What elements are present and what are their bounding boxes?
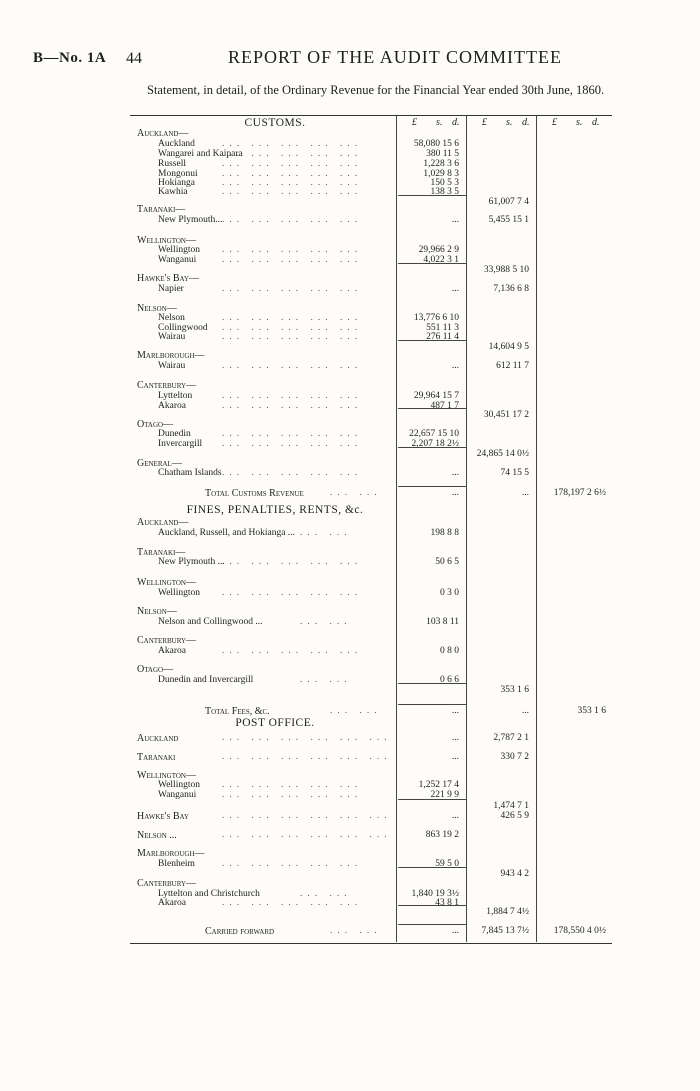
no-amount: ...	[451, 468, 459, 478]
amount-subtotal: 2,787 2 1	[493, 733, 529, 743]
amount-subtotal: 1,474 7 1	[493, 801, 529, 811]
leader-dots: ... ... ... ... ...	[222, 588, 363, 598]
line-item-label: Wanganui	[158, 790, 197, 800]
amount-detail: 863 19 2	[425, 830, 459, 840]
line-item-label: Wellington	[158, 780, 200, 790]
line-item-label: Nelson and Collingwood ...	[158, 617, 263, 627]
amount-detail: 43 8 1	[435, 898, 459, 908]
line-item-label: Chatham Islands	[158, 468, 222, 478]
amount-subtotal: 330 7 2	[500, 752, 529, 762]
leader-dots: ... ... ... ... ...	[222, 255, 363, 265]
amount-detail: 22,657 15 10	[409, 429, 459, 439]
leader-dots: ... ... ... ... ...	[222, 646, 363, 656]
line-item-label: Wellington	[158, 588, 200, 598]
amount-detail: 150 5 3	[430, 178, 459, 188]
header-pence: d.	[522, 117, 530, 128]
leader-dots: ... ... ... ... ...	[222, 284, 363, 294]
line-item-label: Wairau	[158, 361, 186, 371]
section-heading: CUSTOMS.	[244, 117, 306, 129]
page-title: REPORT OF THE AUDIT COMMITTEE	[228, 47, 562, 67]
province-label: Marlborough—	[137, 848, 205, 859]
line-item-label: Hokianga	[158, 178, 195, 188]
leader-dots: ... ...	[300, 617, 352, 627]
leader-dots: ... ... ... ... ...	[222, 401, 363, 411]
province-label: Auckland—	[137, 517, 189, 528]
line-item-label: Akaroa	[158, 401, 186, 411]
province-label: Hawke's Bay	[137, 811, 189, 822]
amount-detail: 1,252 17 4	[418, 780, 459, 790]
amount-detail: 487 1 7	[430, 401, 459, 411]
line-item-label: Invercargill	[158, 439, 203, 449]
province-label: Canterbury—	[137, 635, 197, 646]
subtotal-rule	[398, 683, 466, 684]
subtotal-rule	[398, 263, 466, 264]
amount-detail: 2,207 18 2½	[411, 439, 459, 449]
leader-dots: ... ... ... ... ... ...	[222, 733, 392, 743]
province-label: Taranaki—	[137, 204, 186, 215]
leader-dots: ... ...	[330, 488, 382, 498]
amount-detail: 50 6 5	[435, 557, 459, 567]
section-heading: FINES, PENALTIES, RENTS, &c.	[186, 504, 364, 516]
no-amount: ...	[451, 733, 459, 743]
province-label: Nelson—	[137, 606, 177, 617]
total-label: Carried forward	[205, 926, 275, 937]
leader-dots: ... ... ... ... ...	[222, 159, 363, 169]
leader-dots: ... ... ... ... ...	[222, 361, 363, 371]
line-item-label: Collingwood	[158, 323, 208, 333]
section-heading: POST OFFICE.	[235, 717, 315, 729]
amount-total: 178,197 2 6½	[553, 488, 606, 498]
no-amount: ...	[451, 706, 459, 716]
amount-subtotal: 74 15 5	[500, 468, 529, 478]
leader-dots: ... ...	[300, 889, 352, 899]
line-item-label: Akaroa	[158, 646, 186, 656]
amount-detail: 551 11 3	[426, 323, 459, 333]
line-item-label: Napier	[158, 284, 184, 294]
subtotal-rule	[398, 447, 466, 448]
amount-subtotal: 61,007 7 4	[488, 197, 529, 207]
subtotal-rule	[398, 905, 466, 906]
amount-detail: 29,964 15 7	[413, 391, 459, 401]
amount-detail: 13,776 6 10	[413, 313, 459, 323]
no-amount: ...	[451, 215, 459, 225]
amount-subtotal: 33,988 5 10	[483, 265, 529, 275]
province-label: Wellington—	[137, 770, 196, 781]
header-pounds: £	[412, 117, 417, 128]
line-item-label: Kawhia	[158, 187, 188, 197]
amount-detail: 380 11 5	[426, 149, 459, 159]
leader-dots: ... ... ... ... ...	[222, 780, 363, 790]
amount-detail: 0 6 6	[440, 675, 459, 685]
page-number: 44	[126, 50, 142, 67]
amount-total: 178,550 4 0½	[553, 926, 606, 936]
leader-dots: ... ...	[330, 926, 382, 936]
province-label: Wellington—	[137, 577, 196, 588]
no-amount: ...	[521, 706, 529, 716]
line-item-label: Auckland	[158, 139, 195, 149]
subtotal-rule	[398, 867, 466, 868]
line-item-label: Lyttelton	[158, 391, 193, 401]
amount-subtotal: 14,604 9 5	[488, 342, 529, 352]
no-amount: ...	[521, 488, 529, 498]
leader-dots: ... ... ... ... ... ...	[222, 830, 392, 840]
leader-dots: ... ...	[300, 528, 352, 538]
line-item-label: Russell	[158, 159, 186, 169]
amount-detail: 1,228 3 6	[423, 159, 459, 169]
province-label: General—	[137, 458, 182, 469]
no-amount: ...	[451, 926, 459, 936]
amount-subtotal: 612 11 7	[496, 361, 529, 371]
no-amount: ...	[451, 752, 459, 762]
subtotal-rule	[398, 340, 466, 341]
amount-subtotal: 7,136 6 8	[493, 284, 529, 294]
header-pounds: £	[552, 117, 557, 128]
amount-detail: 198 8 8	[430, 528, 459, 538]
leader-dots: ... ... ... ... ...	[222, 898, 363, 908]
line-item-label: Wellington	[158, 245, 200, 255]
amount-detail: 1,840 19 3½	[411, 889, 459, 899]
line-item-label: Wanganui	[158, 255, 197, 265]
province-label: Auckland—	[137, 128, 189, 139]
line-item-label: New Plymouth...	[158, 215, 223, 225]
leader-dots: ... ... ... ... ...	[222, 391, 363, 401]
leader-dots: ... ... ... ... ...	[222, 245, 363, 255]
amount-subtotal: 426 5 9	[500, 811, 529, 821]
leader-dots: ... ... ... ... ...	[222, 429, 363, 439]
document-code: B—No. 1A	[33, 50, 107, 66]
leader-dots: ... ... ... ... ...	[222, 178, 363, 188]
amount-detail: 0 3 0	[440, 588, 459, 598]
subtotal-rule	[398, 924, 466, 925]
column-divider	[396, 115, 397, 942]
header-shillings: s.	[436, 117, 443, 128]
total-label: Total Fees, &c.	[205, 706, 270, 717]
leader-dots: ... ... ... ... ...	[222, 468, 363, 478]
leader-dots: ... ... ... ... ...	[222, 332, 363, 342]
amount-detail: 221 9 9	[430, 790, 459, 800]
amount-subtotal: 943 4 2	[500, 869, 529, 879]
header-shillings: s.	[506, 117, 513, 128]
province-label: Canterbury—	[137, 380, 197, 391]
statement-subtitle: Statement, in detail, of the Ordinary Revenue for the Financial Year ended 30th June, 1860.	[147, 83, 605, 97]
line-item-label: Wairau	[158, 332, 186, 342]
subtotal-rule	[398, 195, 466, 196]
line-item-label: Nelson	[158, 313, 185, 323]
amount-detail: 58,080 15 6	[413, 139, 459, 149]
province-label: Otago—	[137, 419, 174, 430]
leader-dots: ... ... ... ... ...	[222, 139, 363, 149]
province-label: Taranaki—	[137, 547, 186, 558]
amount-detail: 138 3 5	[430, 187, 459, 197]
line-item-label: Dunedin	[158, 429, 191, 439]
line-item-label: Mongonui	[158, 169, 198, 179]
amount-detail: 29,966 2 9	[418, 245, 459, 255]
leader-dots: ... ... ... ... ...	[222, 169, 363, 179]
amount-detail: 59 5 0	[435, 859, 459, 869]
subtotal-rule	[398, 704, 466, 705]
no-amount: ...	[451, 488, 459, 498]
subtotal-rule	[398, 799, 466, 800]
province-label: Hawke's Bay—	[137, 273, 199, 284]
province-label: Marlborough—	[137, 350, 205, 361]
amount-subtotal: 5,455 15 1	[488, 215, 529, 225]
subtotal-rule	[398, 408, 466, 409]
amount-total: 353 1 6	[577, 706, 606, 716]
leader-dots: ... ... ... ... ...	[222, 859, 363, 869]
amount-subtotal: 24,865 14 0½	[476, 449, 529, 459]
amount-detail: 276 11 4	[426, 332, 459, 342]
province-label: Nelson—	[137, 303, 177, 314]
no-amount: ...	[451, 811, 459, 821]
column-divider	[466, 115, 467, 942]
leader-dots: ... ... ... ... ...	[222, 323, 363, 333]
header-pence: d.	[452, 117, 460, 128]
leader-dots: ... ... ... ... ...	[222, 149, 363, 159]
line-item-label: New Plymouth ...	[158, 557, 225, 567]
amount-subtotal: 353 1 6	[500, 685, 529, 695]
total-label: Total Customs Revenue	[205, 488, 304, 499]
leader-dots: ... ... ... ... ...	[222, 557, 363, 567]
column-divider	[536, 115, 537, 942]
province-label: Nelson ...	[137, 830, 177, 841]
header-pence: d.	[592, 117, 600, 128]
no-amount: ...	[451, 284, 459, 294]
amount-subtotal: 1,884 7 4½	[486, 907, 529, 917]
province-label: Canterbury—	[137, 878, 197, 889]
leader-dots: ... ... ... ... ... ...	[222, 811, 392, 821]
subtotal-rule	[398, 486, 466, 487]
line-item-label: Auckland, Russell, and Hokianga ...	[158, 528, 295, 538]
leader-dots: ... ... ... ... ...	[222, 790, 363, 800]
no-amount: ...	[451, 361, 459, 371]
province-label: Taranaki	[137, 752, 176, 763]
province-label: Otago—	[137, 664, 174, 675]
header-pounds: £	[482, 117, 487, 128]
amount-detail: 1,029 8 3	[423, 169, 459, 179]
leader-dots: ... ... ... ... ...	[222, 215, 363, 225]
amount-subtotal: 7,845 13 7½	[481, 926, 529, 936]
line-item-label: Wangarei and Kaipara	[158, 149, 243, 159]
amount-detail: 103 8 11	[426, 617, 459, 627]
leader-dots: ... ... ... ... ...	[222, 313, 363, 323]
amount-detail: 0 8 0	[440, 646, 459, 656]
amount-detail: 4,022 3 1	[423, 255, 459, 265]
leader-dots: ... ... ... ... ...	[222, 187, 363, 197]
line-item-label: Blenheim	[158, 859, 195, 869]
leader-dots: ... ...	[330, 706, 382, 716]
leader-dots: ... ... ... ... ...	[222, 439, 363, 449]
amount-subtotal: 30,451 17 2	[483, 410, 529, 420]
leader-dots: ... ...	[300, 675, 352, 685]
header-shillings: s.	[576, 117, 583, 128]
province-label: Wellington—	[137, 235, 196, 246]
line-item-label: Dunedin and Invercargill	[158, 675, 254, 685]
line-item-label: Akaroa	[158, 898, 186, 908]
line-item-label: Lyttelton and Christchurch	[158, 889, 260, 899]
leader-dots: ... ... ... ... ... ...	[222, 752, 392, 762]
province-label: Auckland	[137, 733, 179, 744]
